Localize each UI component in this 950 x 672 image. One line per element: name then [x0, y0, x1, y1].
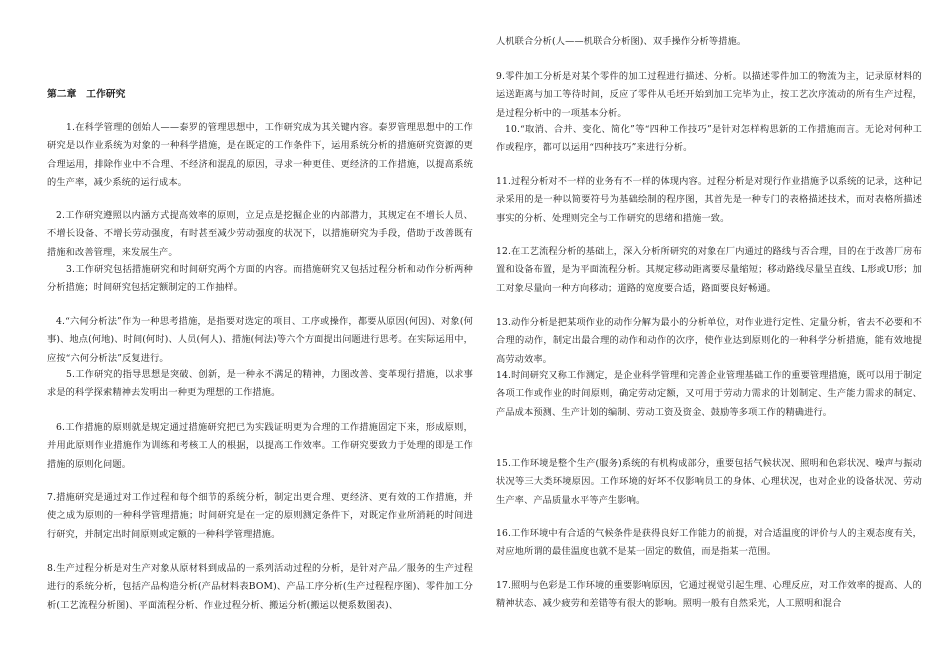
paragraph-10: 10.“取消、合并、变化、简化”等“四种工作技巧”是针对怎样构思新的工作措施而言。无论对何种工作或程序，都可以运用“四种技巧”来进行分析。 — [496, 124, 922, 154]
paragraph-4: 4.“六何分析法”作为一种思考措施，是指要对选定的项目、工序或操作，都要从原因(何因)、对象(何事)、地点(何地)、时间(何时)、人员(何人)、措施(何法)等六个方面提出问题进行思考。在实际运用中，应按“六何分析法”反复进行。 — [47, 316, 473, 364]
paragraph-17: 17.照明与色彩是工作环境的重要影响原因，它通过视觉引起生理、心理反应，对工作效率的提高、人的精神状态、减少疲劳和差错等有很大的影响。照明一般有自然采光，人工照明和混合 — [496, 580, 922, 610]
paragraph-12: 12.在工艺流程分析的基础上，深入分析所研究的对象在厂内通过的路线与否合理，目的在于改善厂房布置和设备布置，是为平面流程分析。其规定移动距离要尽量缩短；移动路线尽量呈直线、L形或U形；加工对象尽量向一种方向移动；道路的宽度要合适，路面要良好畅通。 — [496, 246, 922, 294]
paragraph-7: 7.措施研究是通过对工作过程和每个细节的系统分析，制定出更合理、更经济、更有效的工作措施，并使之成为原则的一种科学管理措施；时间研究是在一定的原则测定条件下，对既定作业所消耗的时间进行研究，并制定出时间原则或定额的一种科学管理措施。 — [47, 492, 473, 540]
paragraph-8: 8.生产过程分析是对生产对象从原材料到成品的一系列活动过程的分析，是针对产品／服务的生产过程进行的系统分析，包括产品构造分析(产品材料表BOM)、产品工序分析(生产过程程序图)、零件加工分析(工艺流程分析图)、平面流程分析、作业过程分析、搬运分析(搬运以便系数图表)、 — [47, 563, 473, 611]
paragraph-6: 6.工作措施的原则就是规定通过措施研究把已为实践证明更为合理的工作措施固定下来，形成原则，并用此原则作业措施作为训练和考核工人的根据，以提高工作效率。工作研究要致力于处理的即是工作措施的原则化问题。 — [47, 422, 473, 470]
paragraph-9: 9.零件加工分析是对某个零件的加工过程进行描述、分析。以描述零件加工的物流为主，记录原材料的运送距离与加工等待时间，反应了零件从毛坯开始到加工完毕为止，按工艺次序流动的所有生产过程，是过程分析中的一项基本分析。 — [496, 71, 922, 119]
chapter-title: 第二章 工作研究 — [47, 89, 126, 100]
paragraph-14: 14.时间研究又称工作测定，是企业科学管理和完善企业管理基础工作的重要管理措施，既可以用于制定各项工作或作业的时间原则，确定劳动定额，又可用于劳动力需求的计划制定、生产能力需求的制定、产品成本预测、生产计划的编制、劳动工资及资金、鼓励等多项工作的精确进行。 — [496, 370, 922, 418]
paragraph-16: 16.工作环境中有合适的气候条件是获得良好工作能力的前提，对合适温度的评价与人的主观态度有关，对应地所谓的最佳温度也就不是某一固定的数值，而是指某一范围。 — [496, 528, 922, 558]
paragraph-1: 1.在科学管理的创始人——泰罗的管理思想中，工作研究成为其关键内容。泰罗管理思想中的工作研究是以作业系统为对象的一种科学措施，是在既定的工作条件下，运用系统分析的措施研究资源的更合理运用，排除作业中不合理、不经济和混乱的原因，寻求一种更佳、更经济的工作措施，以提高系统的生产率，减少系统的运行成本。 — [47, 122, 473, 189]
paragraph-13: 13.动作分析是把某项作业的动作分解为最小的分析单位，对作业进行定性、定量分析，省去不必要和不合理的动作，制定出最合理的动作和动作的次序，使作业达到原则化的一种科学分析措施，能有效地提高劳动效率。 — [496, 317, 922, 365]
paragraph-3: 3.工作研究包括措施研究和时间研究两个方面的内容。而措施研究又包括过程分析和动作分析两种分析措施；时间研究包括定额制定的工作抽样。 — [47, 264, 473, 294]
paragraph-2: 2.工作研究遵照以内涵方式提高效率的原则，立足点是挖掘企业的内部潜力，其规定在不增长人员、不增长设备、不增长劳动强度，有时甚至减少劳动强度的状况下，以措施研究为手段，借助于改善既有措施和改善管理，来发展生产。 — [47, 210, 473, 258]
paragraph-15: 15.工作环境是整个生产(服务)系统的有机构成部分，重要包括气候状况、照明和色彩状况、噪声与振动状况等三大类环境原因。工作环境的好坏不仅影响员工的身体、心理状况，也对企业的设备状况、劳动生产率、产品质量水平等产生影响。 — [496, 458, 922, 506]
paragraph-8-continued: 人机联合分析(人——机联合分析图)、双手操作分析等措施。 — [496, 36, 747, 47]
paragraph-5: 5.工作研究的指导思想是突破、创新，是一种永不满足的精神，力图改善、变革现行措施，以求事求是的科学探索精神去发明出一种更为理想的工作措施。 — [47, 369, 473, 399]
paragraph-11: 11.过程分析对不一样的业务有不一样的体现内容。过程分析是对现行作业措施予以系统的记录，这种记录采用的是一种以简要符号为基础绘制的程序图，其首先是一种专门的表格描述技术，而对表格所描述事实的分析、处理则完全与工作研究的思绪和措施一致。 — [496, 176, 922, 224]
